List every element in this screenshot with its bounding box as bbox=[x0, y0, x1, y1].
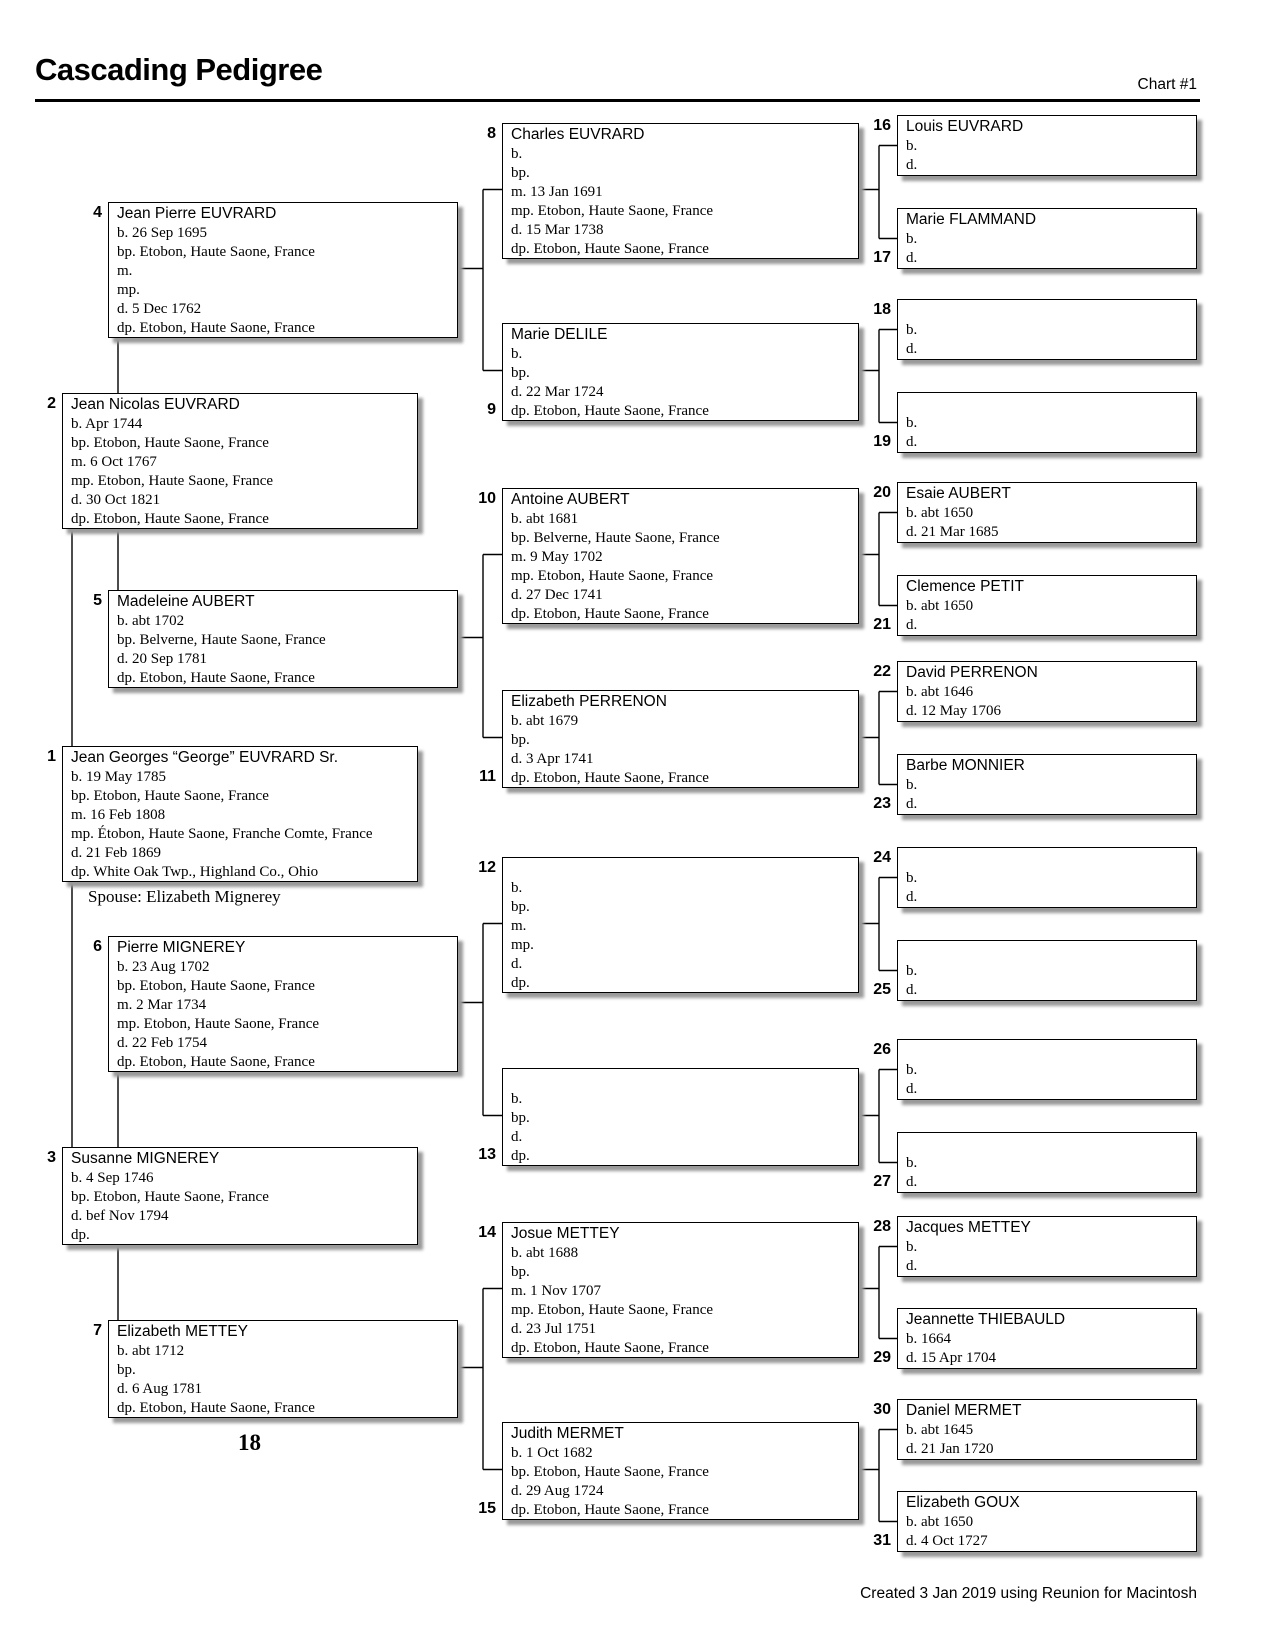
person-detail-line: d. bbox=[906, 1081, 918, 1097]
person-number-10: 10 bbox=[478, 490, 496, 507]
person-detail-line: m. bbox=[511, 918, 527, 934]
person-name: Marie FLAMMAND bbox=[906, 211, 1037, 228]
person-detail-line: d. 22 Feb 1754 bbox=[117, 1035, 207, 1051]
person-detail-line: bp. bbox=[511, 365, 530, 381]
person-detail-line: dp. Etobon, Haute Saone, France bbox=[117, 1054, 315, 1070]
person-detail-line: dp. Etobon, Haute Saone, France bbox=[511, 770, 709, 786]
person-number-23: 23 bbox=[873, 795, 891, 812]
person-box-17 bbox=[897, 208, 1197, 269]
person-name bbox=[906, 301, 1190, 321]
person-detail-line: bp. Etobon, Haute Saone, France bbox=[511, 1464, 709, 1480]
person-detail-line: d. 21 Feb 1869 bbox=[71, 845, 161, 861]
person-detail-line: b. 23 Aug 1702 bbox=[117, 959, 210, 975]
person-detail-line: b. abt 1650 bbox=[906, 598, 974, 614]
person-detail-line: d. 27 Dec 1741 bbox=[511, 587, 603, 603]
person-number-12: 12 bbox=[478, 859, 496, 876]
person-number-14: 14 bbox=[478, 1224, 496, 1241]
person-box-13 bbox=[502, 1068, 859, 1166]
person-detail-line: dp. Etobon, Haute Saone, France bbox=[117, 670, 315, 686]
person-detail-line: dp. Etobon, Haute Saone, France bbox=[117, 1400, 315, 1416]
person-number-4: 4 bbox=[93, 204, 102, 221]
person-detail-line: dp. bbox=[511, 975, 530, 991]
person-detail-line: mp. Etobon, Haute Saone, France bbox=[71, 473, 274, 489]
person-number-7: 7 bbox=[93, 1322, 102, 1339]
person-detail-line: bp. Etobon, Haute Saone, France bbox=[117, 244, 315, 260]
person-detail-line: b. 4 Sep 1746 bbox=[71, 1170, 154, 1186]
person-number-17: 17 bbox=[873, 249, 891, 266]
person-box-9 bbox=[502, 323, 859, 421]
person-number-13: 13 bbox=[478, 1146, 496, 1163]
person-number-22: 22 bbox=[873, 663, 891, 680]
person-detail-line: b. 1664 bbox=[906, 1331, 951, 1347]
person-box-19 bbox=[897, 392, 1197, 453]
person-detail-line: d. 22 Mar 1724 bbox=[511, 384, 604, 400]
person-box-6 bbox=[108, 936, 458, 1072]
footer-credit: Created 3 Jan 2019 using Reunion for Macintosh bbox=[860, 1585, 1197, 1602]
person-detail-line: bp. Etobon, Haute Saone, France bbox=[71, 788, 269, 804]
person-detail-line: mp. Etobon, Haute Saone, France bbox=[511, 203, 714, 219]
person-number-26: 26 bbox=[873, 1041, 891, 1058]
person-box-23 bbox=[897, 754, 1197, 815]
person-detail-line: dp. Etobon, Haute Saone, France bbox=[511, 241, 709, 257]
person-box-16 bbox=[897, 115, 1197, 176]
page-number: 18 bbox=[238, 1430, 261, 1455]
person-detail-line: b. bbox=[906, 138, 918, 154]
person-name: Pierre MIGNEREY bbox=[117, 939, 246, 956]
person-detail-line: mp. Etobon, Haute Saone, France bbox=[511, 1302, 714, 1318]
person-detail-line: m. 1 Nov 1707 bbox=[511, 1283, 601, 1299]
person-name bbox=[511, 1070, 852, 1090]
person-detail-line: d. 23 Jul 1751 bbox=[511, 1321, 597, 1337]
person-name: David PERRENON bbox=[906, 664, 1038, 681]
person-name: Charles EUVRARD bbox=[511, 126, 645, 143]
person-detail-line: d. bbox=[906, 617, 918, 633]
person-name bbox=[906, 849, 1190, 869]
person-name: Antoine AUBERT bbox=[511, 491, 630, 508]
person-name: Jacques METTEY bbox=[906, 1219, 1031, 1236]
person-number-3: 3 bbox=[47, 1149, 56, 1166]
person-detail-line: b. bbox=[906, 1155, 918, 1171]
person-detail-line: d. 4 Oct 1727 bbox=[906, 1533, 988, 1549]
person-box-4 bbox=[108, 202, 458, 338]
person-number-29: 29 bbox=[873, 1349, 891, 1366]
person-detail-line: dp. Etobon, Haute Saone, France bbox=[511, 1340, 709, 1356]
person-box-27 bbox=[897, 1132, 1197, 1193]
chart-number-label: Chart #1 bbox=[1137, 76, 1197, 93]
person-number-11: 11 bbox=[479, 768, 496, 785]
person-detail-line: d. 30 Oct 1821 bbox=[71, 492, 161, 508]
person-detail-line: b. bbox=[906, 777, 918, 793]
person-box-7 bbox=[108, 1320, 458, 1418]
person-number-25: 25 bbox=[873, 981, 891, 998]
person-name: Madeleine AUBERT bbox=[117, 593, 255, 610]
person-name: Elizabeth GOUX bbox=[906, 1494, 1020, 1511]
person-name: Barbe MONNIER bbox=[906, 757, 1025, 774]
person-detail-line: d. bbox=[906, 250, 918, 266]
person-name: Esaie AUBERT bbox=[906, 485, 1011, 502]
person-detail-line: d. 21 Mar 1685 bbox=[906, 524, 999, 540]
person-detail-line: b. 19 May 1785 bbox=[71, 769, 166, 785]
person-detail-line: b. bbox=[906, 322, 918, 338]
person-number-1: 1 bbox=[47, 748, 56, 765]
person-detail-line: b. bbox=[511, 880, 523, 896]
person-detail-line: m. 16 Feb 1808 bbox=[71, 807, 166, 823]
person-detail-line: b. abt 1702 bbox=[117, 613, 185, 629]
person-box-3 bbox=[62, 1147, 418, 1245]
person-detail-line: bp. bbox=[511, 1264, 530, 1280]
person-detail-line: d. bbox=[906, 1258, 918, 1274]
person-detail-line: b. bbox=[906, 231, 918, 247]
person-detail-line: d. bbox=[906, 157, 918, 173]
person-detail-line: dp. Etobon, Haute Saone, France bbox=[71, 511, 269, 527]
person-detail-line: bp. bbox=[511, 899, 530, 915]
person-detail-line: bp. Belverne, Haute Saone, France bbox=[117, 632, 326, 648]
person-detail-line: d. 21 Jan 1720 bbox=[906, 1441, 994, 1457]
person-name: Clemence PETIT bbox=[906, 578, 1025, 595]
person-name: Josue METTEY bbox=[511, 1225, 620, 1242]
person-box-22 bbox=[897, 661, 1197, 722]
person-name bbox=[906, 1134, 1190, 1154]
person-detail-line: b. bbox=[511, 146, 523, 162]
person-detail-line: dp. bbox=[71, 1227, 90, 1243]
person-detail-line: b. bbox=[906, 1239, 918, 1255]
person-number-27: 27 bbox=[873, 1173, 891, 1190]
person-detail-line: b. abt 1646 bbox=[906, 684, 974, 700]
person-name: Daniel MERMET bbox=[906, 1402, 1022, 1419]
person-number-24: 24 bbox=[873, 849, 891, 866]
person-detail-line: d. 3 Apr 1741 bbox=[511, 751, 594, 767]
person-number-28: 28 bbox=[873, 1218, 891, 1235]
person-detail-line: d. 29 Aug 1724 bbox=[511, 1483, 604, 1499]
person-detail-line: mp. Etobon, Haute Saone, France bbox=[511, 568, 714, 584]
person-detail-line: b. 1 Oct 1682 bbox=[511, 1445, 593, 1461]
person-number-18: 18 bbox=[873, 301, 891, 318]
person-box-29 bbox=[897, 1308, 1197, 1369]
person-detail-line: dp. Etobon, Haute Saone, France bbox=[117, 320, 315, 336]
person-box-1 bbox=[62, 746, 418, 882]
person-detail-line: m. 13 Jan 1691 bbox=[511, 184, 603, 200]
person-detail-line: mp. Étobon, Haute Saone, Franche Comte, France bbox=[71, 826, 373, 842]
person-name bbox=[906, 942, 1190, 962]
person-box-21 bbox=[897, 575, 1197, 636]
person-box-25 bbox=[897, 940, 1197, 1001]
person-box-31 bbox=[897, 1491, 1197, 1552]
person-detail-line: b. abt 1712 bbox=[117, 1343, 185, 1359]
person-detail-line: b. bbox=[511, 1091, 523, 1107]
person-detail-line: b. 26 Sep 1695 bbox=[117, 225, 207, 241]
person-name: Jean Pierre EUVRARD bbox=[117, 205, 277, 222]
person-detail-line: d. bbox=[906, 1174, 918, 1190]
person-detail-line: bp. bbox=[117, 1362, 136, 1378]
person-number-30: 30 bbox=[873, 1401, 891, 1418]
person-detail-line: d. 15 Apr 1704 bbox=[906, 1350, 996, 1366]
person-detail-line: d. 15 Mar 1738 bbox=[511, 222, 604, 238]
person-detail-line: d. 20 Sep 1781 bbox=[117, 651, 207, 667]
person-detail-line: d. bbox=[906, 889, 918, 905]
person-detail-line: b. abt 1688 bbox=[511, 1245, 579, 1261]
person-box-15 bbox=[502, 1422, 859, 1520]
person-number-20: 20 bbox=[873, 484, 891, 501]
person-name: Jean Nicolas EUVRARD bbox=[71, 396, 240, 413]
person-detail-line: b. abt 1650 bbox=[906, 1514, 974, 1530]
person-detail-line: mp. bbox=[117, 282, 140, 298]
person-box-14 bbox=[502, 1222, 859, 1358]
person-detail-line: d. bbox=[511, 1129, 523, 1145]
person-detail-line: mp. Etobon, Haute Saone, France bbox=[117, 1016, 320, 1032]
person-box-30 bbox=[897, 1399, 1197, 1460]
person-detail-line: d. bbox=[906, 341, 918, 357]
person-box-2 bbox=[62, 393, 418, 529]
person-number-5: 5 bbox=[93, 592, 102, 609]
person-number-6: 6 bbox=[93, 938, 102, 955]
person-detail-line: bp. Belverne, Haute Saone, France bbox=[511, 530, 720, 546]
person-detail-line: d. bbox=[906, 982, 918, 998]
person-detail-line: b. bbox=[511, 346, 523, 362]
person-detail-line: bp. bbox=[511, 1110, 530, 1126]
person-detail-line: d. 12 May 1706 bbox=[906, 703, 1001, 719]
person-name: Marie DELILE bbox=[511, 326, 608, 343]
person-detail-line: dp. Etobon, Haute Saone, France bbox=[511, 403, 709, 419]
person-box-26 bbox=[897, 1039, 1197, 1100]
person-detail-line: m. 6 Oct 1767 bbox=[71, 454, 157, 470]
person-box-18 bbox=[897, 299, 1197, 360]
person-box-28 bbox=[897, 1216, 1197, 1277]
person-number-15: 15 bbox=[478, 1500, 496, 1517]
person-number-31: 31 bbox=[873, 1532, 891, 1549]
person-name: Louis EUVRARD bbox=[906, 118, 1024, 135]
person-detail-line: d. 6 Aug 1781 bbox=[117, 1381, 203, 1397]
person-name: Susanne MIGNEREY bbox=[71, 1150, 220, 1167]
person-box-10 bbox=[502, 488, 859, 624]
person-number-2: 2 bbox=[47, 395, 56, 412]
person-detail-line: bp. Etobon, Haute Saone, France bbox=[71, 435, 269, 451]
person-number-16: 16 bbox=[873, 117, 891, 134]
person-detail-line: b. abt 1645 bbox=[906, 1422, 974, 1438]
person-name bbox=[906, 394, 1190, 414]
person-detail-line: b. bbox=[906, 963, 918, 979]
person-detail-line: bp. Etobon, Haute Saone, France bbox=[117, 978, 315, 994]
person-detail-line: m. 2 Mar 1734 bbox=[117, 997, 207, 1013]
person-detail-line: dp. Etobon, Haute Saone, France bbox=[511, 1502, 709, 1518]
page-title: Cascading Pedigree bbox=[35, 52, 323, 87]
person-name bbox=[906, 1041, 1190, 1061]
person-detail-line: mp. bbox=[511, 937, 534, 953]
person-detail-line: d. bbox=[511, 956, 523, 972]
person-detail-line: b. Apr 1744 bbox=[71, 416, 143, 432]
person-detail-line: dp. White Oak Twp., Highland Co., Ohio bbox=[71, 864, 319, 880]
person-detail-line: m. 9 May 1702 bbox=[511, 549, 603, 565]
person-detail-line: dp. Etobon, Haute Saone, France bbox=[511, 606, 709, 622]
person-number-8: 8 bbox=[487, 125, 496, 142]
person-box-12 bbox=[502, 857, 859, 993]
person-name bbox=[511, 859, 852, 879]
person-detail-line: b. bbox=[906, 1062, 918, 1078]
person-box-5 bbox=[108, 590, 458, 688]
person-box-20 bbox=[897, 482, 1197, 543]
person-box-8 bbox=[502, 123, 859, 259]
person-detail-line: dp. bbox=[511, 1148, 530, 1164]
person-detail-line: d. bef Nov 1794 bbox=[71, 1208, 169, 1224]
person-name: Elizabeth METTEY bbox=[117, 1323, 248, 1340]
person-detail-line: bp. bbox=[511, 732, 530, 748]
person-detail-line: b. abt 1679 bbox=[511, 713, 579, 729]
person-detail-line: b. abt 1681 bbox=[511, 511, 579, 527]
person-detail-line: bp. Etobon, Haute Saone, France bbox=[71, 1189, 269, 1205]
spouse-note: Spouse: Elizabeth Mignerey bbox=[88, 887, 281, 906]
person-name: Elizabeth PERRENON bbox=[511, 693, 667, 710]
person-number-9: 9 bbox=[487, 401, 496, 418]
person-name: Jean Georges “George” EUVRARD Sr. bbox=[71, 749, 339, 766]
person-detail-line: m. bbox=[117, 263, 133, 279]
person-number-19: 19 bbox=[873, 433, 891, 450]
person-detail-line: b. bbox=[906, 870, 918, 886]
person-name: Jeannette THIEBAULD bbox=[906, 1311, 1066, 1328]
person-box-24 bbox=[897, 847, 1197, 908]
person-detail-line: d. bbox=[906, 434, 918, 450]
person-detail-line: b. bbox=[906, 415, 918, 431]
person-detail-line: d. 5 Dec 1762 bbox=[117, 301, 202, 317]
person-detail-line: b. abt 1650 bbox=[906, 505, 974, 521]
person-box-11 bbox=[502, 690, 859, 788]
person-number-21: 21 bbox=[873, 616, 891, 633]
person-name: Judith MERMET bbox=[511, 1425, 624, 1442]
person-detail-line: bp. bbox=[511, 165, 530, 181]
person-detail-line: d. bbox=[906, 796, 918, 812]
